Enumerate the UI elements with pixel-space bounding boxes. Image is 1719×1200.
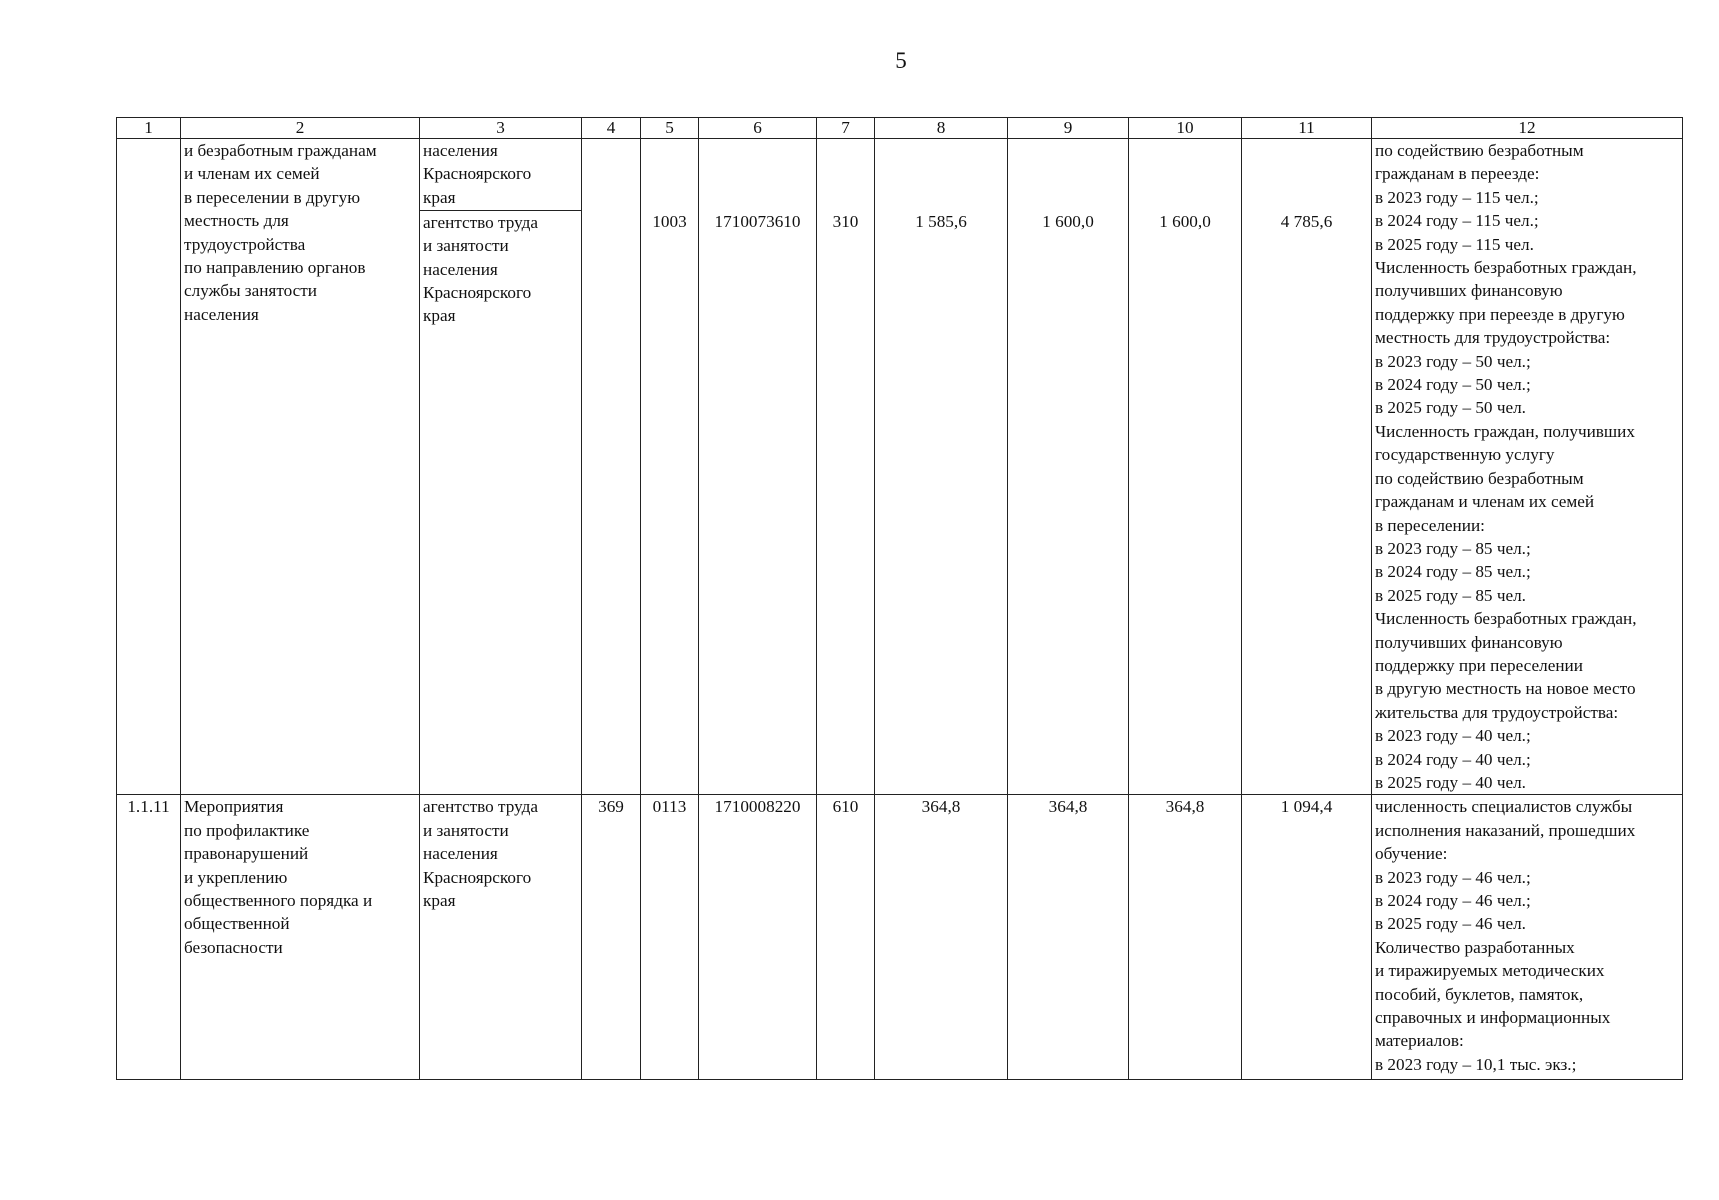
table-row [117,139,1683,211]
amount-2024-cell: 1 600,0 [1008,210,1129,795]
result-indicators-cell: численность специалистов службы исполнения наказаний, прошедших обучение: в 2023 году – 46 чел.; в 2024 году – 46 чел.; в 2025 году – 46 чел. Количество разработанных и тиражируемых методических пособий, буклетов, памяток, справочных и информационных материалов: в 2023 году – 10,1 тыс. экз.; [1372,795,1683,1080]
budget-table [116,117,1683,1080]
result-indicators-cell: по содействию безработным гражданам в переезде: в 2023 году – 115 чел.; в 2024 году – 115 чел.; в 2025 году – 115 чел. Численность безработных граждан, получивших финансовую поддержку при переезде в другую местность для трудоустройства: в 2023 году – 50 чел.; в 2024 году – 50 чел.; в 2025 году – 50 чел. Численность граждан, получивших государственную услугу по содействию безработным гражданам и членам их семей в переселении: в 2023 году – 85 чел.; в 2024 году – 85 чел.; в 2025 году – 85 чел. Численность безработных граждан, получивших финансовую поддержку при переселении в другую местность на новое место жительства для трудоустройства: в 2023 году – 40 чел.; в 2024 году – 40 чел.; в 2025 году – 40 чел. [1372,139,1683,795]
code-grbs-cell [582,139,641,795]
column-header: 2 [181,118,420,139]
item-number-cell [117,139,181,795]
table-row [117,795,1683,1080]
activity-name-cell: и безработным гражданам и членам их семей в переселении в другую местность для трудоустройства по направлению органов службы занятости населения [181,139,420,795]
amount-2025-cell: 364,8 [1129,795,1242,1080]
cell-empty [1008,139,1129,211]
column-header: 10 [1129,118,1242,139]
column-header: 9 [1008,118,1129,139]
executor-cell: агентство труда и занятости населения Красноярского края [420,210,582,795]
column-header: 5 [641,118,699,139]
column-header: 12 [1372,118,1683,139]
activity-name-cell: Мероприятия по профилактике правонарушений и укреплению общественного порядка и общественной безопасности [181,795,420,1080]
cell-empty [875,139,1008,211]
column-header: 7 [817,118,875,139]
amount-2025-cell: 1 600,0 [1129,210,1242,795]
executor-cell: агентство труда и занятости населения Красноярского края [420,795,582,1080]
amount-total-cell: 4 785,6 [1242,210,1372,795]
code-grbs-cell: 369 [582,795,641,1080]
cell-empty [1242,139,1372,211]
column-header: 6 [699,118,817,139]
expense-type-cell: 310 [817,210,875,795]
amount-total-cell: 1 094,4 [1242,795,1372,1080]
target-article-cell: 1710008220 [699,795,817,1080]
column-header: 11 [1242,118,1372,139]
section-code-cell: 1003 [641,210,699,795]
page-number: 5 [895,48,907,73]
cell-empty [699,139,817,211]
cell-empty [817,139,875,211]
column-header: 8 [875,118,1008,139]
column-header: 3 [420,118,582,139]
column-header: 1 [117,118,181,139]
item-number-cell: 1.1.11 [117,795,181,1080]
expense-type-cell: 610 [817,795,875,1080]
amount-2023-cell: 364,8 [875,795,1008,1080]
amount-2024-cell: 364,8 [1008,795,1129,1080]
target-article-cell: 1710073610 [699,210,817,795]
amount-2023-cell: 1 585,6 [875,210,1008,795]
table-header-row [117,118,1683,139]
cell-empty [1129,139,1242,211]
column-header: 4 [582,118,641,139]
executor-cell: населения Красноярского края [420,139,582,211]
section-code-cell: 0113 [641,795,699,1080]
cell-empty [641,139,699,211]
